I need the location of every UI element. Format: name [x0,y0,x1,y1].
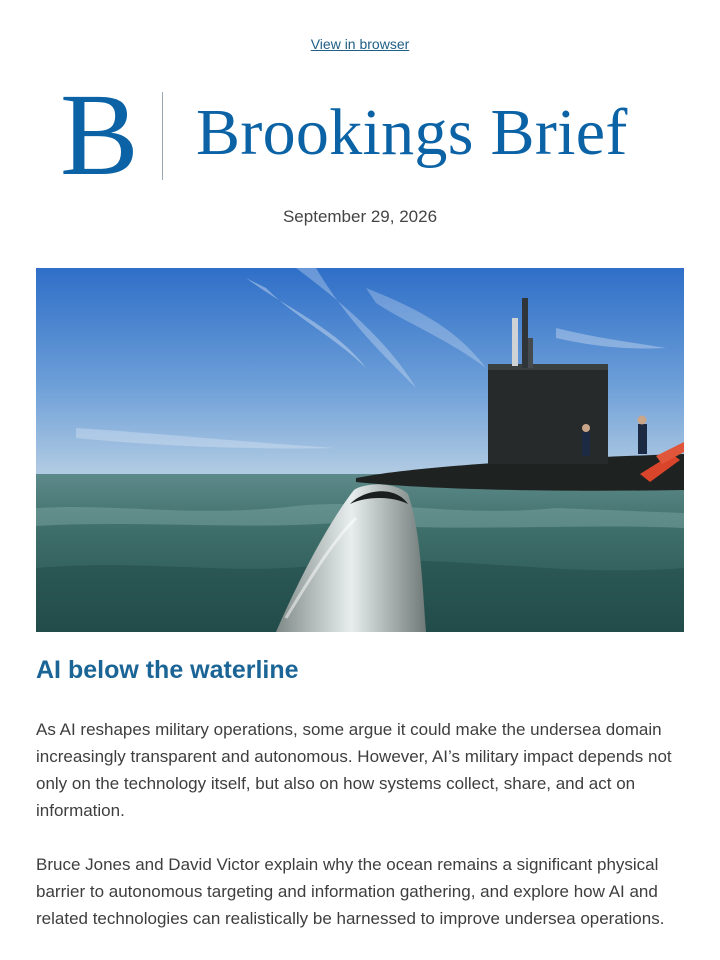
issue-date: September 29, 2026 [282,207,438,226]
logo-divider [162,92,163,180]
article-paragraph-1: As AI reshapes military operations, some argue it could make the undersea domain increasingly transparent and autonomous. However, AI’s military impact depends not only on the technology itself, but also on how systems collect, share, and act on information. [36,720,672,820]
hero-image[interactable] [36,268,684,632]
article-paragraph-2: Bruce Jones and David Victor explain why the ocean remains a significant physical barrier to autonomous targeting and information gathering, and explore how AI and related technologies can realistically be harnessed to improve undersea operations. [36,855,665,928]
submarine-at-sea-photo [36,268,684,632]
view-in-browser-link[interactable]: View in browser [310,36,410,52]
brand-masthead[interactable] [60,69,680,200]
brand-logo-letter: B [60,69,139,200]
brand-name: Brookings Brief [196,96,628,169]
article-headline[interactable]: AI below the waterline [36,656,299,684]
